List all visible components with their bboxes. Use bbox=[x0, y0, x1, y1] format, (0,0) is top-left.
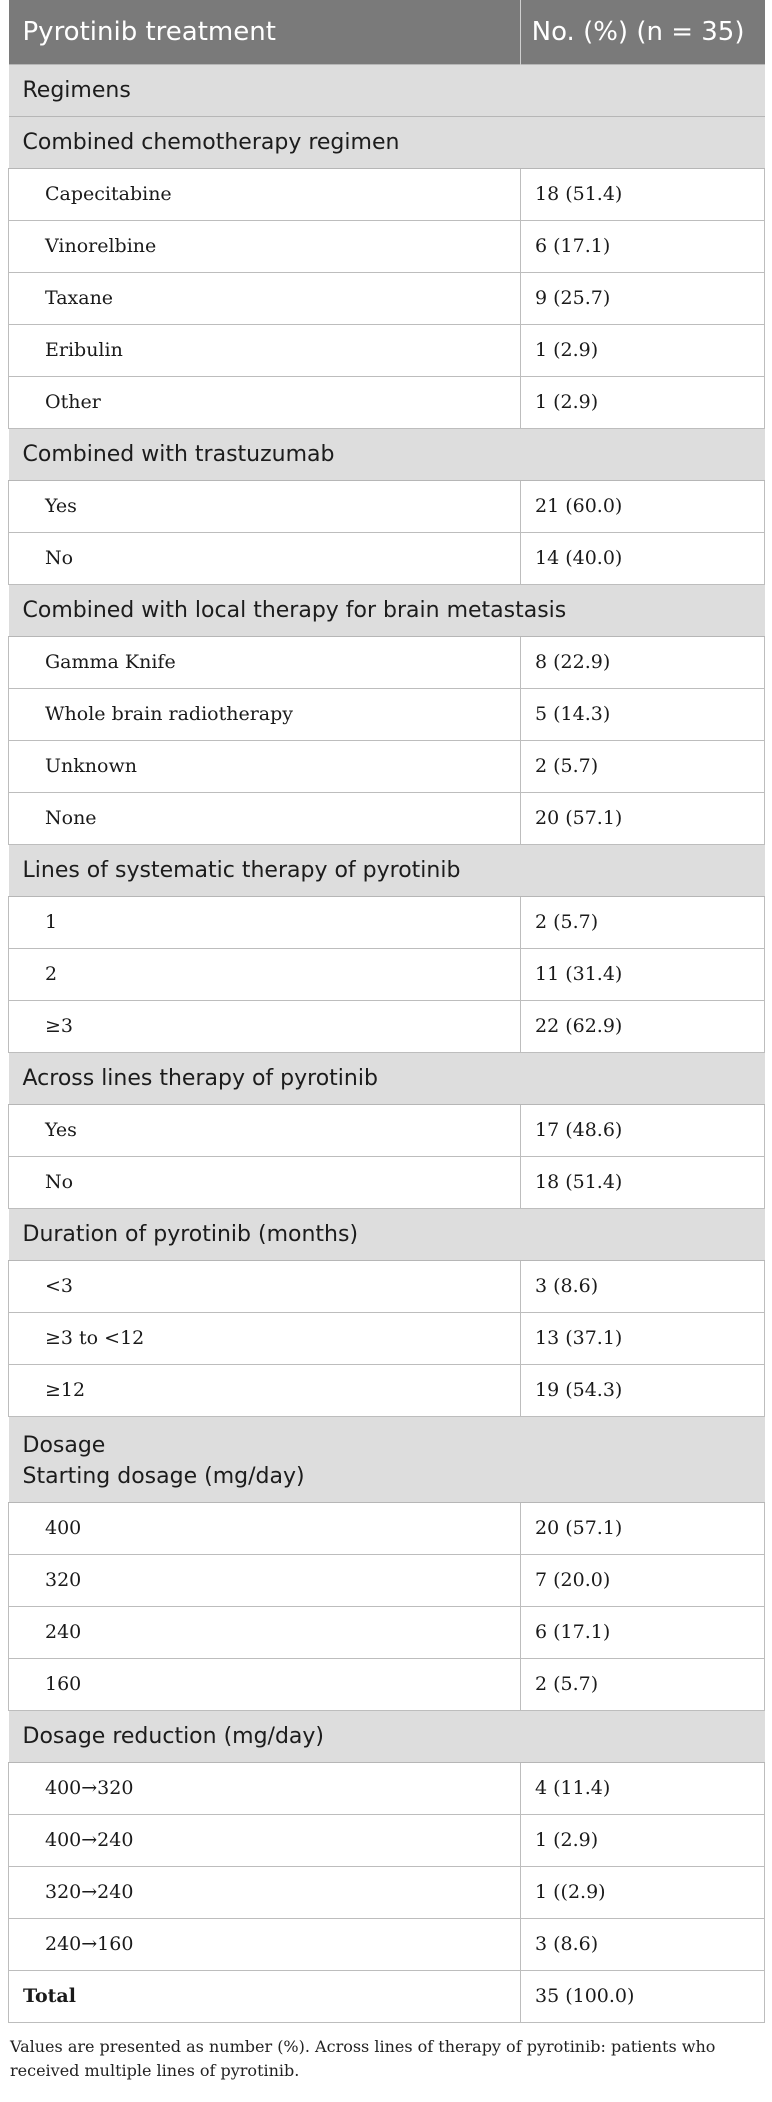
row-label: 400 bbox=[9, 1502, 521, 1554]
row-value: 2 (5.7) bbox=[521, 1658, 765, 1710]
section-title: Combined with trastuzumab bbox=[22, 441, 335, 467]
section-title-cell bbox=[9, 116, 765, 168]
row-label: 320 bbox=[9, 1554, 521, 1606]
header-label: Pyrotinib treatment bbox=[9, 0, 521, 64]
row-value: 13 (37.1) bbox=[521, 1312, 765, 1364]
section-title: Across lines therapy of pyrotinib bbox=[22, 1065, 378, 1091]
row-label: ≥3 bbox=[9, 1000, 521, 1052]
row-label: ≥12 bbox=[9, 1364, 521, 1416]
table-row bbox=[9, 324, 765, 376]
section-title: Dosage reduction (mg/day) bbox=[22, 1723, 325, 1749]
table-row bbox=[9, 1814, 765, 1866]
row-value: 9 (25.7) bbox=[521, 272, 765, 324]
row-value: 18 (51.4) bbox=[521, 1156, 765, 1208]
table-row bbox=[9, 1502, 765, 1554]
row-value: 19 (54.3) bbox=[521, 1364, 765, 1416]
section-title-cell bbox=[9, 1208, 765, 1260]
row-value: 20 (57.1) bbox=[521, 1502, 765, 1554]
table-row bbox=[9, 688, 765, 740]
row-label: Unknown bbox=[9, 740, 521, 792]
row-value: 2 (5.7) bbox=[521, 740, 765, 792]
row-label: 240→160 bbox=[9, 1918, 521, 1970]
table-row bbox=[9, 1918, 765, 1970]
row-value: 1 (2.9) bbox=[521, 1814, 765, 1866]
table-row bbox=[9, 272, 765, 324]
row-value: 1 (2.9) bbox=[521, 324, 765, 376]
row-value: 4 (11.4) bbox=[521, 1762, 765, 1814]
row-value: 17 (48.6) bbox=[521, 1104, 765, 1156]
table-row bbox=[9, 376, 765, 428]
row-label: Whole brain radiotherapy bbox=[9, 688, 521, 740]
table-row bbox=[9, 896, 765, 948]
section-title: Combined with local therapy for brain metastasis bbox=[22, 597, 567, 623]
row-label: 400→240 bbox=[9, 1814, 521, 1866]
section-header-row bbox=[9, 428, 765, 480]
table-row bbox=[9, 480, 765, 532]
section-title-cell bbox=[9, 1710, 765, 1762]
table-row bbox=[9, 1866, 765, 1918]
table-row bbox=[9, 948, 765, 1000]
section-title-cell bbox=[9, 584, 765, 636]
table-row bbox=[9, 1658, 765, 1710]
row-value: 8 (22.9) bbox=[521, 636, 765, 688]
total-value: 35 (100.0) bbox=[521, 1970, 765, 2022]
section-title: Dosage bbox=[22, 1433, 106, 1458]
table-row bbox=[9, 636, 765, 688]
row-value: 3 (8.6) bbox=[521, 1918, 765, 1970]
row-value: 14 (40.0) bbox=[521, 532, 765, 584]
section-title-cell bbox=[9, 844, 765, 896]
row-value: 22 (62.9) bbox=[521, 1000, 765, 1052]
row-label: Eribulin bbox=[9, 324, 521, 376]
row-label: ≥3 to <12 bbox=[9, 1312, 521, 1364]
data-table-container bbox=[8, 0, 764, 2083]
row-value: 11 (31.4) bbox=[521, 948, 765, 1000]
row-value: 7 (20.0) bbox=[521, 1554, 765, 1606]
table-row bbox=[9, 792, 765, 844]
row-label: Capecitabine bbox=[9, 168, 521, 220]
total-row bbox=[9, 1970, 765, 2022]
header-value: No. (%) (n = 35) bbox=[521, 0, 765, 64]
table-footnote: Values are presented as number (%). Across lines of therapy of pyrotinib: patients who received multiple lines of pyrotinib. bbox=[10, 2036, 716, 2080]
table-row bbox=[9, 532, 765, 584]
regimens-label: Regimens bbox=[9, 64, 765, 116]
table-row bbox=[9, 1104, 765, 1156]
section-title: Combined chemotherapy regimen bbox=[22, 129, 400, 155]
table-row bbox=[9, 1762, 765, 1814]
row-value: 3 (8.6) bbox=[521, 1260, 765, 1312]
row-label: 320→240 bbox=[9, 1866, 521, 1918]
table-row bbox=[9, 1554, 765, 1606]
row-label: Yes bbox=[9, 1104, 521, 1156]
row-label: 2 bbox=[9, 948, 521, 1000]
section-title: Lines of systematic therapy of pyrotinib bbox=[22, 857, 461, 883]
section-title-cell bbox=[9, 428, 765, 480]
row-value: 2 (5.7) bbox=[521, 896, 765, 948]
section-header-row bbox=[9, 116, 765, 168]
section-title-cell bbox=[9, 1052, 765, 1104]
regimens-row bbox=[9, 64, 765, 116]
table-row bbox=[9, 220, 765, 272]
total-label: Total bbox=[9, 1970, 521, 2022]
row-label: 160 bbox=[9, 1658, 521, 1710]
table-row bbox=[9, 740, 765, 792]
table-row bbox=[9, 1606, 765, 1658]
row-label: None bbox=[9, 792, 521, 844]
pyrotinib-treatment-table bbox=[8, 0, 765, 2023]
table-row bbox=[9, 168, 765, 220]
row-value: 6 (17.1) bbox=[521, 1606, 765, 1658]
section-header-row bbox=[9, 1052, 765, 1104]
row-label: Yes bbox=[9, 480, 521, 532]
row-label: Vinorelbine bbox=[9, 220, 521, 272]
row-value: 5 (14.3) bbox=[521, 688, 765, 740]
section-title-cell bbox=[9, 1416, 765, 1502]
row-value: 18 (51.4) bbox=[521, 168, 765, 220]
section-title: Duration of pyrotinib (months) bbox=[22, 1221, 359, 1247]
row-value: 6 (17.1) bbox=[521, 220, 765, 272]
table-row bbox=[9, 1312, 765, 1364]
row-value: 1 (2.9) bbox=[521, 376, 765, 428]
table-row bbox=[9, 1260, 765, 1312]
section-header-row bbox=[9, 1416, 765, 1502]
row-label: Other bbox=[9, 376, 521, 428]
row-label: <3 bbox=[9, 1260, 521, 1312]
row-value: 20 (57.1) bbox=[521, 792, 765, 844]
section-header-row bbox=[9, 584, 765, 636]
section-header-row bbox=[9, 844, 765, 896]
row-value: 21 (60.0) bbox=[521, 480, 765, 532]
row-label: 1 bbox=[9, 896, 521, 948]
row-label: Taxane bbox=[9, 272, 521, 324]
table-header-row bbox=[9, 0, 765, 64]
row-label: No bbox=[9, 532, 521, 584]
section-header-row bbox=[9, 1208, 765, 1260]
row-value: 1 ((2.9) bbox=[521, 1866, 765, 1918]
section-header-row bbox=[9, 1710, 765, 1762]
table-row bbox=[9, 1364, 765, 1416]
row-label: 400→320 bbox=[9, 1762, 521, 1814]
section-subtitle: Starting dosage (mg/day) bbox=[22, 1464, 305, 1489]
table-row bbox=[9, 1156, 765, 1208]
row-label: No bbox=[9, 1156, 521, 1208]
table-row bbox=[9, 1000, 765, 1052]
row-label: 240 bbox=[9, 1606, 521, 1658]
row-label: Gamma Knife bbox=[9, 636, 521, 688]
